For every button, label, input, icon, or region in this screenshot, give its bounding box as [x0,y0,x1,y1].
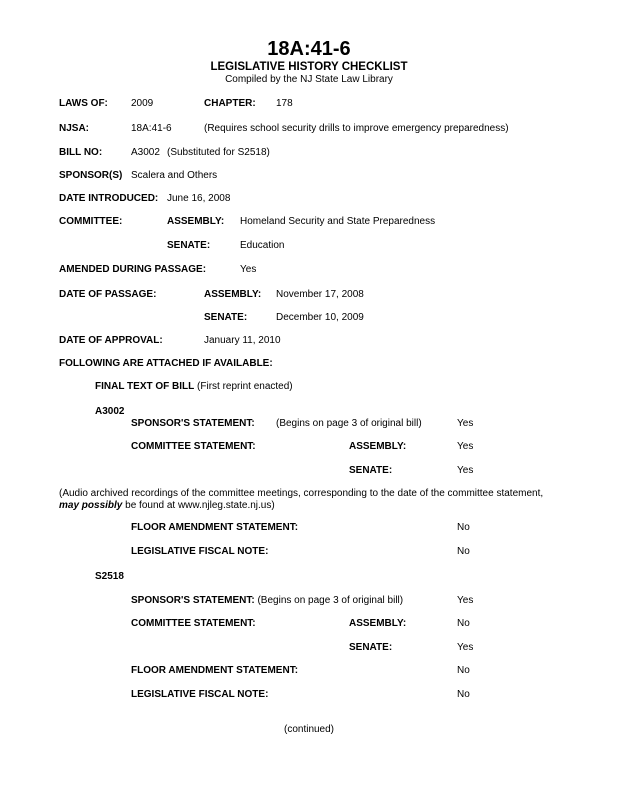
s2518-sponsor-note: (Begins on page 3 of original bill) [257,595,404,606]
njsa-description: (Requires school security drills to improve emergency preparedness) [204,123,509,134]
a3002-floor-label: FLOOR AMENDMENT STATEMENT: [131,522,299,533]
s2518-assembly-value: No [457,618,470,629]
date-of-passage-label: DATE OF PASSAGE: [59,289,157,300]
committee-senate-label: SENATE: [167,240,211,251]
a3002-senate-value: Yes [457,465,474,476]
s2518-assembly-label: ASSEMBLY: [349,618,407,629]
a3002-committee-label: COMMITTEE STATEMENT: [131,441,256,452]
bill-no-label: BILL NO: [59,147,103,158]
audio-note [59,488,559,512]
final-text-line [95,381,293,393]
njsa-label: NJSA: [59,123,90,134]
bill-no-substituted: (Substituted for S2518) [167,147,270,158]
sponsors-label: SPONSOR(S) [59,170,123,181]
laws-of-label: LAWS OF: [59,98,108,109]
a3002-assembly-label: ASSEMBLY: [349,441,407,452]
a3002-sponsor-value: Yes [457,418,474,429]
audio-note-emphasis: may possibly [59,500,123,511]
committee-senate-value: Education [240,240,285,251]
a3002-heading: A3002 [95,406,125,417]
s2518-sponsor-value: Yes [457,595,474,606]
passage-assembly-label: ASSEMBLY: [204,289,262,300]
a3002-senate-label: SENATE: [349,465,393,476]
s2518-committee-label: COMMITTEE STATEMENT: [131,618,256,629]
passage-senate-value: December 10, 2009 [276,312,364,323]
s2518-sponsor-line [131,595,403,607]
continued-note: (continued) [283,724,335,735]
a3002-fiscal-label: LEGISLATIVE FISCAL NOTE: [131,546,269,557]
checklist-subtitle: LEGISLATIVE HISTORY CHECKLIST [210,61,408,73]
a3002-assembly-line [349,441,406,453]
compiled-by: Compiled by the NJ State Law Library [225,74,393,85]
audio-note-before: (Audio archived recordings of the committee meetings, corresponding to the date of the committee statement, [59,488,544,499]
committee-assembly-value: Homeland Security and State Preparedness [240,216,436,227]
final-text-note: (First reprint enacted) [197,381,293,392]
s2518-fiscal-value: No [457,689,470,700]
chapter-value: 178 [276,98,293,109]
a3002-sponsor-label: SPONSOR'S STATEMENT: [131,418,255,429]
sponsors-value: Scalera and Others [131,170,218,181]
s2518-fiscal-label: LEGISLATIVE FISCAL NOTE: [131,689,269,700]
a3002-assembly-value: Yes [457,441,474,452]
s2518-sponsor-label: SPONSOR'S STATEMENT: [131,595,255,606]
committee-label: COMMITTEE: [59,216,123,227]
bill-no-value: A3002 [131,147,160,158]
audio-note-after: be found at www.njleg.state.nj.us) [122,500,275,511]
date-introduced-label: DATE INTRODUCED: [59,193,159,204]
s2518-floor-label: FLOOR AMENDMENT STATEMENT: [131,665,299,676]
date-of-approval-value: January 11, 2010 [204,335,281,346]
date-introduced-value: June 16, 2008 [167,193,231,204]
date-of-approval-label: DATE OF APPROVAL: [59,335,163,346]
njsa-value: 18A:41-6 [131,123,172,134]
a3002-sponsor-note: (Begins on page 3 of original bill) [276,418,422,429]
s2518-floor-value: No [457,665,470,676]
s2518-heading: S2518 [95,571,124,582]
amended-value: Yes [240,264,257,275]
page-title: 18A:41-6 [267,38,351,60]
attached-heading: FOLLOWING ARE ATTACHED IF AVAILABLE: [59,358,273,369]
committee-assembly-label: ASSEMBLY: [167,216,225,227]
final-text-label: FINAL TEXT OF BILL [95,381,195,392]
s2518-senate-value: Yes [457,642,474,653]
passage-assembly-value: November 17, 2008 [276,289,364,300]
a3002-floor-value: No [457,522,470,533]
s2518-senate-label: SENATE: [349,642,393,653]
passage-senate-label: SENATE: [204,312,248,323]
amended-label: AMENDED DURING PASSAGE: [59,264,207,275]
chapter-label: CHAPTER: [204,98,256,109]
a3002-fiscal-value: No [457,546,470,557]
laws-of-value: 2009 [131,98,154,109]
